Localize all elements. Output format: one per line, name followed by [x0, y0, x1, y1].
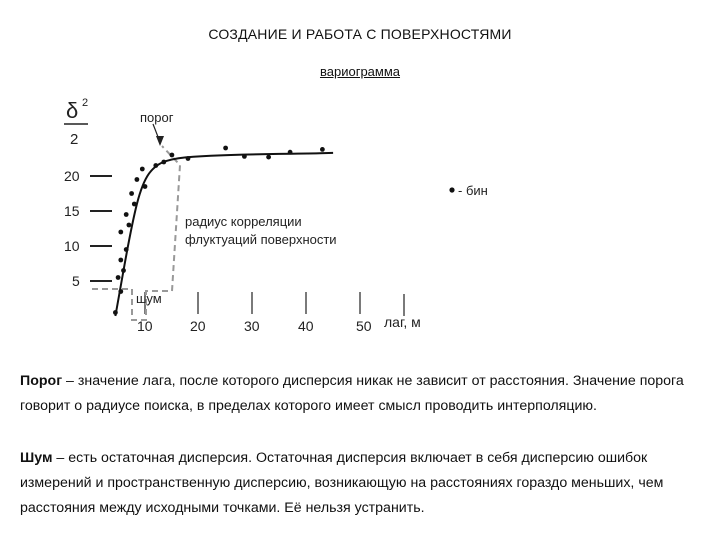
legend-bin-label: - бин [458, 183, 488, 198]
sill-arrowhead [156, 136, 164, 146]
y-tick-label: 20 [64, 168, 80, 184]
nugget-term: Шум [20, 450, 53, 466]
x-axis-label: лаг, м [384, 314, 421, 330]
x-tick-label: 50 [356, 318, 372, 334]
bin-point [153, 163, 158, 168]
y-tick-label: 5 [72, 273, 80, 289]
nugget-definition [20, 446, 700, 521]
bin-point [242, 154, 247, 159]
bin-point [140, 167, 145, 172]
bin-point [170, 153, 175, 158]
page-title: СОЗДАНИЕ И РАБОТА С ПОВЕРХНОСТЯМИ [208, 26, 512, 42]
bin-point [132, 202, 137, 207]
bin-point [118, 230, 123, 235]
ylabel-symbol: δ [66, 98, 79, 123]
bin-point [116, 275, 121, 280]
ylabel-denominator: 2 [70, 131, 79, 148]
bin-point [143, 184, 148, 189]
bin-point [129, 191, 134, 196]
subtitle-text: вариограмма [319, 64, 401, 79]
bin-point [121, 268, 126, 273]
legend-bin-marker [449, 187, 454, 192]
ylabel-power: 2 [82, 97, 89, 109]
bin-point [124, 247, 129, 252]
sill-term: Порог [20, 373, 63, 389]
bin-point [135, 177, 140, 182]
bin-point [161, 160, 166, 165]
sill-label: порог [140, 110, 174, 125]
nugget-label: шум [136, 291, 162, 306]
bin-points [113, 146, 325, 315]
x-tick-label: 10 [137, 318, 153, 334]
x-tick-label: 40 [298, 318, 314, 334]
bin-point [288, 150, 293, 155]
sill-definition [20, 369, 700, 419]
bin-point [118, 258, 123, 263]
bin-point [124, 212, 129, 217]
bin-point [320, 147, 325, 152]
range-label-line1: радиус корреляции [185, 214, 302, 229]
bin-point [118, 289, 123, 294]
bin-point [223, 146, 228, 151]
sill-description: – значение лага, после которого дисперсия никак не зависит от расстояния. Значение порога говорит о радиусе поиска, в пределах которого имеет смысл проводить интерполяцию. [20, 373, 684, 414]
y-tick-label: 15 [64, 203, 80, 219]
bin-point [186, 156, 191, 161]
bin-point [126, 223, 131, 228]
bin-point [266, 155, 271, 160]
nugget-description: – есть остаточная дисперсия. Остаточная дисперсия включает в себя дисперсию ошибок измерений и пространственную дисперсию, возникающую на расстояниях гораздо меньших, чем расстояния между исходными точками. Её нельзя устранить. [20, 450, 664, 516]
y-tick-label: 10 [64, 238, 80, 254]
bin-point [113, 310, 118, 315]
x-tick-label: 20 [190, 318, 206, 334]
range-label-line2: флуктуаций поверхности [185, 232, 337, 247]
x-tick-label: 30 [244, 318, 260, 334]
